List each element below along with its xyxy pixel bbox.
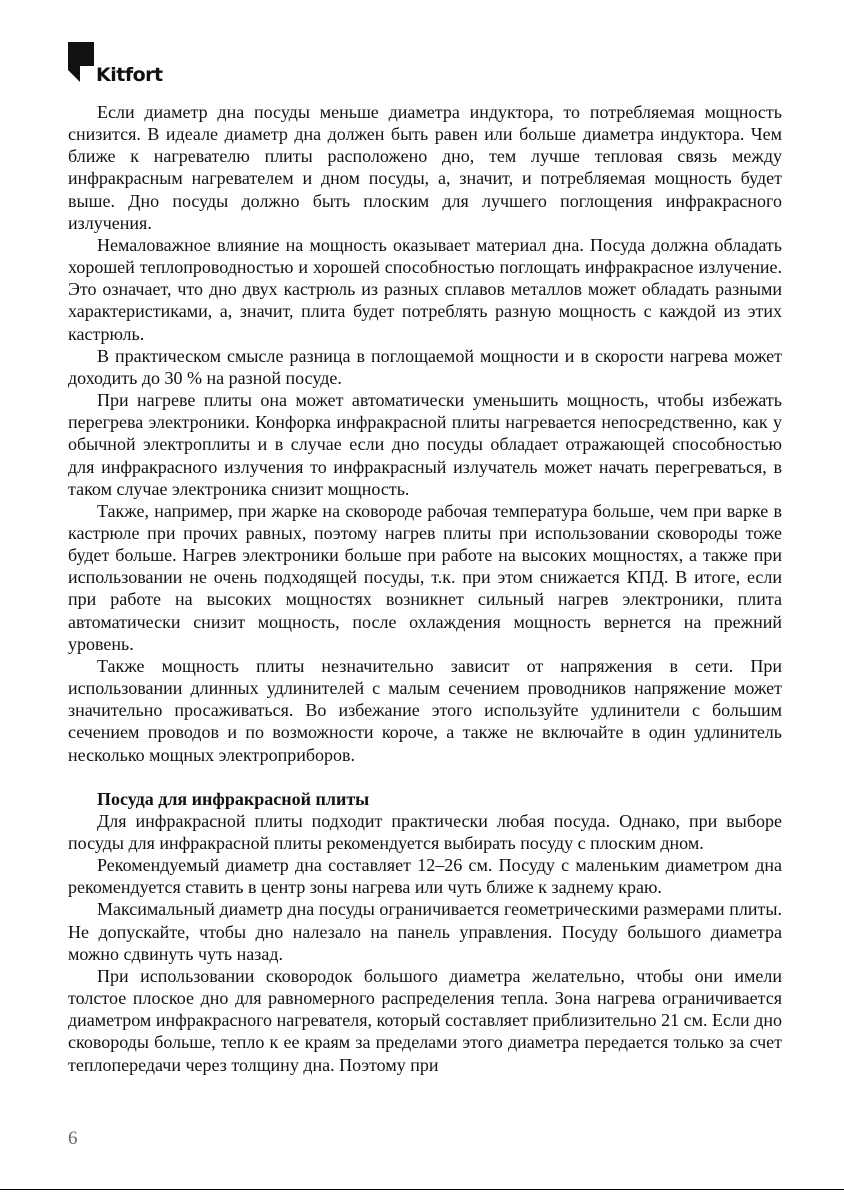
paragraph: При нагреве плиты она может автоматически уменьшить мощность, чтобы избежать перегрева электроники. Конфорка инфракрасной плиты нагревается непосредственно, как у обычной электроплиты и в случае если дно посуды обладает отражающей способностью для инфракрасного излучения то инфракрасный излучатель может начать перегреваться, в таком случае электроника снизит мощность. (68, 390, 782, 499)
paragraph: Если диаметр дна посуды меньше диаметра индуктора, то потребляемая мощность снизится. В идеале диаметр дна должен быть равен или больше диаметра индуктора. Чем ближе к нагревателю плиты расположено дно, тем лучше тепловая связь между инфракрасным нагревателем и дном посуды, а, значит, и потребляемая мощность будет выше. Дно посуды должно быть плоским для лучшего поглощения инфракрасного излучения. (68, 102, 782, 233)
section-heading: Посуда для инфракрасной плиты (97, 788, 370, 809)
paragraph: Для инфракрасной плиты подходит практически любая посуда. Однако, при выборе посуды для инфракрасной плиты рекомендуется выбирать посуду с плоским дном. (68, 810, 782, 853)
paragraph: Немаловажное влияние на мощность оказывает материал дна. Посуда должна обладать хорошей теплопроводностью и хорошей способностью поглощать инфракрасное излучение. Это означает, что дно двух кастрюль из разных сплавов металлов может обладать разными характеристиками, а, значит, плита будет потреблять разную мощность с каждой из этих кастрюль. (68, 234, 782, 344)
paragraph: Максимальный диаметр дна посуды ограничивается геометрическими размерами плиты. Не допускайте, чтобы дно налезало на панель управления. Посуду большого диаметра можно сдвинуть чуть назад. (68, 899, 782, 964)
paragraph: Также, например, при жарке на сковороде рабочая температура больше, чем при варке в кастрюле при прочих равных, поэтому нагрев плиты при использовании сковороды тоже будет больше. Нагрев электроники больше при работе на высоких мощностях, а также при использовании не очень подходящей посуды, т.к. при этом снижается КПД. В итоге, если при работе на высоких мощностях возникнет сильный нагрев электроники, плита автоматически снизит мощность, после охлаждения мощность вернется на прежний уровень. (68, 500, 782, 654)
kitfort-logo-icon (68, 42, 98, 88)
brand-logo (68, 42, 178, 92)
paragraph: Также мощность плиты незначительно зависит от напряжения в сети. При использовании длинных удлинителей с малым сечением проводников напряжение может значительно просаживаться. Во избежание этого используйте удлинители с большим сечением проводов и по возможности короче, а также не включайте в один удлинитель несколько мощных электроприборов. (68, 655, 782, 765)
page-number: 6 (68, 1128, 78, 1149)
paragraph: Рекомендуемый диаметр дна составляет 12–26 см. Посуду с маленьким диаметром дна рекомендуется ставить в центр зоны нагрева или чуть ближе к заднему краю. (68, 855, 782, 898)
brand-name: Kitfort (96, 64, 163, 86)
bottom-rule (0, 1189, 844, 1190)
page-body (68, 101, 782, 1076)
paragraph: В практическом смысле разница в поглощаемой мощности и в скорости нагрева может доходить до 30 % на разной посуде. (68, 345, 782, 388)
paragraph: При использовании сковородок большого диаметра желательно, чтобы они имели толстое плоское дно для равномерного распределения тепла. Зона нагрева ограничивается диаметром инфракрасного нагревателя, который составляет приблизительно 21 см. Если дно сковороды больше, тепло к ее краям за пределами этого диаметра передается только за счет теплопередачи через толщину дна. Поэтому при (68, 965, 782, 1075)
